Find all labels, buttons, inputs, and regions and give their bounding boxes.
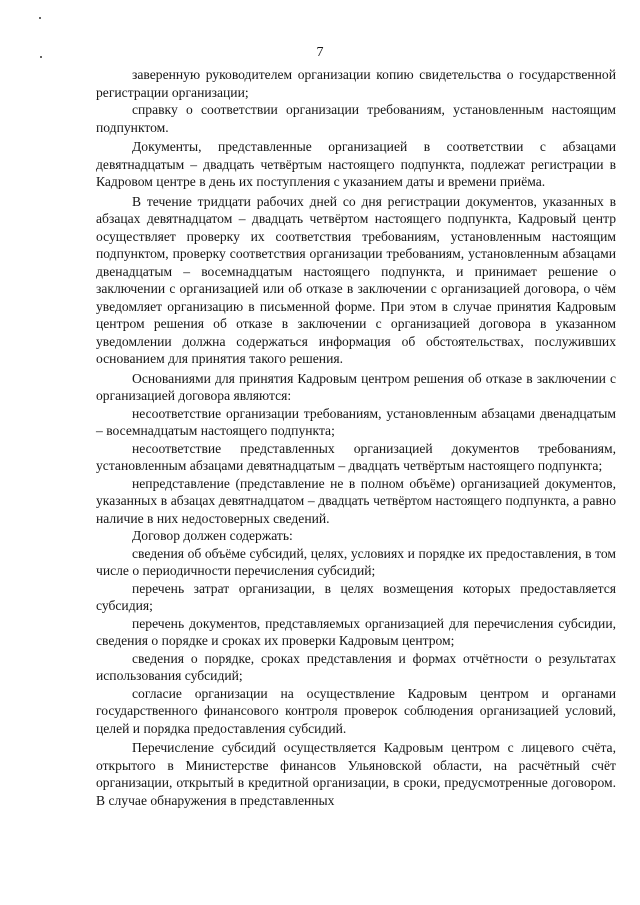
paragraph: сведения о порядке, сроках представления и формах отчётности о результатах использования субсидий; bbox=[96, 650, 616, 683]
page-number: 7 bbox=[316, 45, 324, 60]
paragraph: сведения об объёме субсидий, целях, условиях и порядке их предоставления, в том числе о периодичности перечисления субсидий; bbox=[96, 545, 616, 578]
paragraph: несоответствие представленных организацией документов требованиям, установленным абзацами девятнадцатым – двадцать четвёртым настоящего подпункта; bbox=[96, 440, 616, 473]
paragraph: В течение тридцати рабочих дней со дня регистрации документов, указанных в абзацах девятнадцатом – двадцать четвёртом настоящего подпункта, Кадровый центр осуществляет проверку их соответствия требованиям, установленным настоящим подпунктом, проверку соответствия организации требованиям, установленным абзацами двенадцатым – восемнадцатым настоящего подпункта, и принимает решение о заключении с организацией или об отказе в заключении с организацией договора, о чём уведомляет организацию в письменной форме. При этом в случае принятия Кадровым центром решения об отказе в заключении с организацией договора в указанном уведомлении должна содержаться информация об обстоятельствах, послуживших основанием для принятия такого решения. bbox=[96, 193, 616, 366]
paragraph: Документы, представленные организацией в соответствии с абзацами девятнадцатым – двадцать четвёртым настоящего подпункта, подлежат регистрации в Кадровом центре в день их поступления с указанием даты и времени приёма. bbox=[96, 139, 616, 189]
paragraph: Договор должен содержать: bbox=[132, 528, 293, 543]
document-body bbox=[96, 66, 616, 809]
paragraph: справку о соответствии организации требованиям, установленным настоящим подпунктом. bbox=[96, 102, 616, 135]
paragraph: заверенную руководителем организации копию свидетельства о государственной регистрации организации; bbox=[96, 67, 616, 100]
paragraph: перечень документов, представляемых организацией для перечисления субсидии, сведения о порядке и сроках их проверки Кадровым центром; bbox=[96, 615, 616, 648]
scan-speck bbox=[39, 17, 41, 19]
paragraph: несоответствие организации требованиям, установленным абзацами двенадцатым – восемнадцатым настоящего подпункта; bbox=[96, 405, 616, 438]
paragraph: Перечисление субсидий осуществляется Кадровым центром с лицевого счёта, открытого в Министерстве финансов Ульяновской области, на расчётный счёт организации, открытый в кредитной организации, в сроки, предусмотренные договором. В случае обнаружения в представленных bbox=[96, 740, 616, 808]
paragraph: Основаниями для принятия Кадровым центром решения об отказе в заключении с организацией договора являются: bbox=[96, 370, 616, 403]
paragraph: перечень затрат организации, в целях возмещения которых предоставляется субсидия; bbox=[96, 580, 616, 613]
paragraph: непредставление (представление не в полном объёме) организацией документов, указанных в абзацах девятнадцатом – двадцать четвёртом настоящего подпункта, а равно наличие в них недостоверных сведений. bbox=[96, 475, 616, 526]
paragraph: согласие организации на осуществление Кадровым центром и органами государственного финансового контроля проверок соблюдения организацией условий, целей и порядка предоставления субсидий. bbox=[96, 685, 616, 736]
